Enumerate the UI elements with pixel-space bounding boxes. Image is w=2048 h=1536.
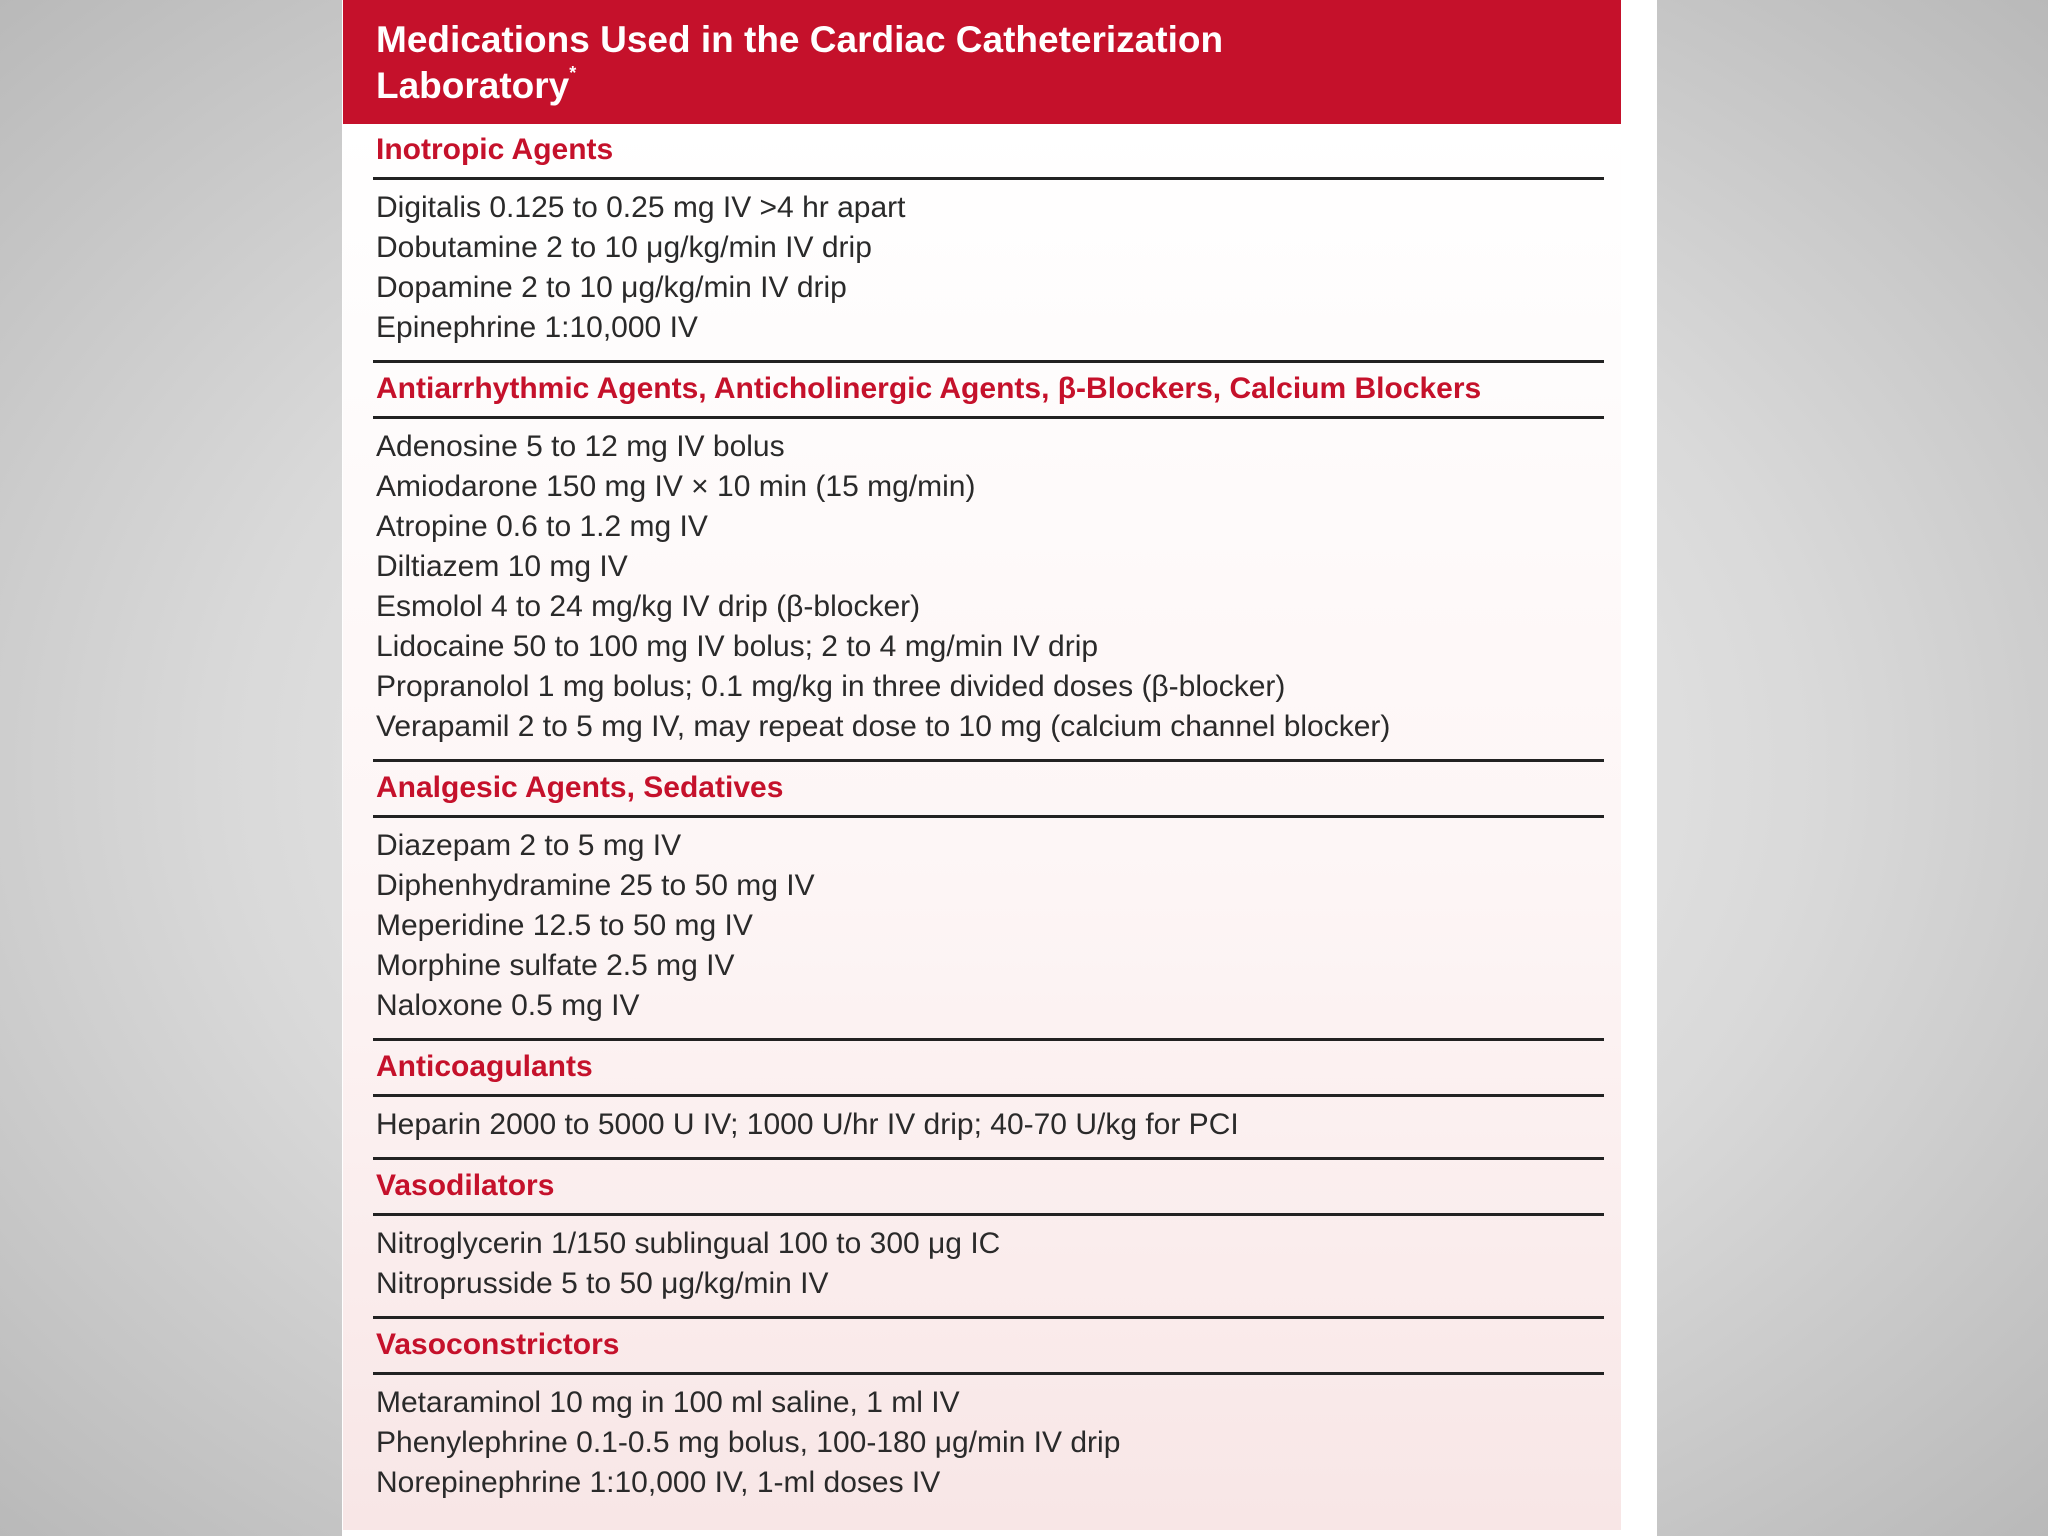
medication-item: Heparin 2000 to 5000 U IV; 1000 U/hr IV drip; 40-70 U/kg for PCI <box>376 1108 1239 1141</box>
section-vasodilators <box>373 1160 1604 1319</box>
medication-item: Naloxone 0.5 mg IV <box>376 989 640 1022</box>
medication-item: Diltiazem 10 mg IV <box>376 550 628 583</box>
medication-item: Nitroprusside 5 to 50 μg/kg/min IV <box>376 1267 829 1300</box>
section-vasoconstrictors <box>373 1319 1604 1515</box>
table-title <box>376 17 1591 109</box>
medication-item: Adenosine 5 to 12 mg IV bolus <box>376 430 785 463</box>
medication-item: Dopamine 2 to 10 μg/kg/min IV drip <box>376 271 847 304</box>
medication-item: Verapamil 2 to 5 mg IV, may repeat dose to 10 mg (calcium channel blocker) <box>376 710 1391 743</box>
section-items <box>373 818 1604 1041</box>
medication-item: Metaraminol 10 mg in 100 ml saline, 1 ml IV <box>376 1386 960 1419</box>
table-title-line-2: Laboratory <box>376 65 570 106</box>
medication-item: Digitalis 0.125 to 0.25 mg IV >4 hr apart <box>376 191 906 224</box>
section-items <box>373 180 1604 363</box>
table-title-line-1: Medications Used in the Cardiac Catheterization <box>376 19 1224 60</box>
section-title: Analgesic Agents, Sedatives <box>373 762 1604 818</box>
section-items <box>373 419 1604 762</box>
medication-item: Propranolol 1 mg bolus; 0.1 mg/kg in three divided doses (β-blocker) <box>376 670 1286 703</box>
medication-item: Amiodarone 150 mg IV × 10 min (15 mg/min) <box>376 470 976 503</box>
medication-item: Atropine 0.6 to 1.2 mg IV <box>376 510 708 543</box>
section-analgesic-agents <box>373 762 1604 1041</box>
medication-item: Morphine sulfate 2.5 mg IV <box>376 949 735 982</box>
medication-item: Norepinephrine 1:10,000 IV, 1-ml doses IV <box>376 1466 941 1499</box>
medication-item: Meperidine 12.5 to 50 mg IV <box>376 909 753 942</box>
medication-item: Epinephrine 1:10,000 IV <box>376 311 698 344</box>
section-inotropic-agents <box>373 124 1604 363</box>
table-header <box>343 0 1621 124</box>
section-title: Vasodilators <box>373 1160 1604 1216</box>
medication-item: Phenylephrine 0.1-0.5 mg bolus, 100-180 μg/min IV drip <box>376 1426 1121 1459</box>
section-items <box>373 1097 1604 1160</box>
section-title: Anticoagulants <box>373 1041 1604 1097</box>
medication-item: Lidocaine 50 to 100 mg IV bolus; 2 to 4 mg/min IV drip <box>376 630 1099 663</box>
section-items <box>373 1375 1604 1515</box>
section-antiarrhythmic-agents <box>373 363 1604 762</box>
footnote-marker: * <box>569 63 577 83</box>
section-items <box>373 1216 1604 1319</box>
document-page <box>342 0 1657 1536</box>
section-title: Inotropic Agents <box>373 124 1604 180</box>
medication-item: Nitroglycerin 1/150 sublingual 100 to 300 μg IC <box>376 1227 1001 1260</box>
medication-item: Diphenhydramine 25 to 50 mg IV <box>376 869 815 902</box>
section-title: Vasoconstrictors <box>373 1319 1604 1375</box>
medication-item: Esmolol 4 to 24 mg/kg IV drip (β-blocker) <box>376 590 921 623</box>
section-anticoagulants <box>373 1041 1604 1160</box>
section-title: Antiarrhythmic Agents, Anticholinergic Agents, β-Blockers, Calcium Blockers <box>373 363 1604 419</box>
medication-item: Diazepam 2 to 5 mg IV <box>376 829 682 862</box>
medication-table <box>343 124 1621 1530</box>
medication-item: Dobutamine 2 to 10 μg/kg/min IV drip <box>376 231 872 264</box>
